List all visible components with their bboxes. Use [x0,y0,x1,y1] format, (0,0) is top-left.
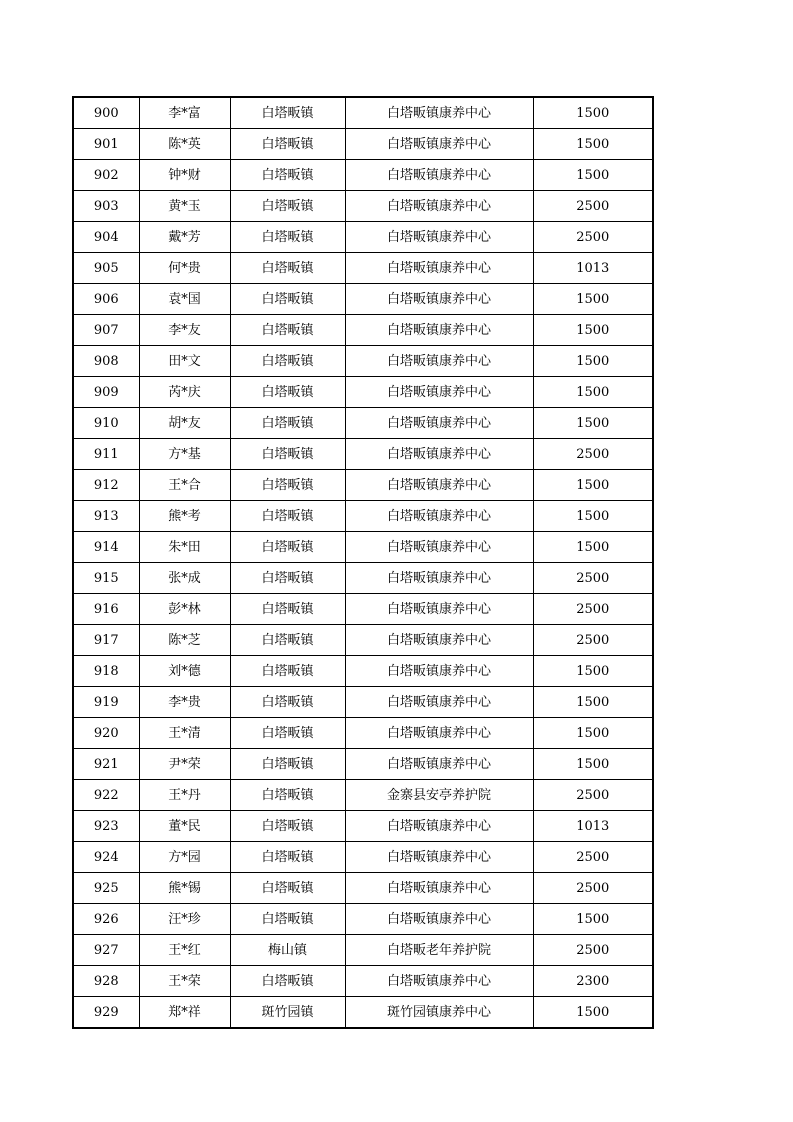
amount-cell: 1500 [533,904,653,935]
institution-cell: 白塔畈镇康养中心 [345,97,533,129]
table-row [73,687,653,718]
town-cell: 白塔畈镇 [230,501,345,532]
amount-cell: 1500 [533,718,653,749]
table-row [73,656,653,687]
town-cell: 白塔畈镇 [230,532,345,563]
amount-cell: 1500 [533,160,653,191]
institution-cell: 白塔畈镇康养中心 [345,346,533,377]
institution-cell: 白塔畈镇康养中心 [345,253,533,284]
institution-cell: 白塔畈镇康养中心 [345,470,533,501]
name-cell: 王*清 [139,718,230,749]
row-number-cell: 928 [73,966,139,997]
table-row [73,997,653,1029]
institution-cell: 白塔畈镇康养中心 [345,377,533,408]
name-cell: 方*园 [139,842,230,873]
institution-cell: 白塔畈镇康养中心 [345,563,533,594]
name-cell: 戴*芳 [139,222,230,253]
town-cell: 白塔畈镇 [230,346,345,377]
name-cell: 朱*田 [139,532,230,563]
amount-cell: 1500 [533,377,653,408]
row-number-cell: 912 [73,470,139,501]
table-row [73,284,653,315]
name-cell: 田*文 [139,346,230,377]
table-row [73,315,653,346]
town-cell: 白塔畈镇 [230,966,345,997]
row-number-cell: 915 [73,563,139,594]
name-cell: 尹*荣 [139,749,230,780]
name-cell: 何*贵 [139,253,230,284]
town-cell: 白塔畈镇 [230,439,345,470]
name-cell: 陈*芝 [139,625,230,656]
institution-cell: 白塔畈镇康养中心 [345,718,533,749]
amount-cell: 1013 [533,253,653,284]
amount-cell: 1500 [533,408,653,439]
table-row [73,594,653,625]
amount-cell: 1500 [533,532,653,563]
institution-cell: 白塔畈老年养护院 [345,935,533,966]
row-number-cell: 916 [73,594,139,625]
table-row [73,501,653,532]
town-cell: 白塔畈镇 [230,160,345,191]
town-cell: 斑竹园镇 [230,997,345,1029]
name-cell: 张*成 [139,563,230,594]
row-number-cell: 900 [73,97,139,129]
town-cell: 白塔畈镇 [230,470,345,501]
table-row [73,222,653,253]
row-number-cell: 902 [73,160,139,191]
name-cell: 熊*考 [139,501,230,532]
amount-cell: 2500 [533,780,653,811]
row-number-cell: 920 [73,718,139,749]
amount-cell: 2500 [533,191,653,222]
town-cell: 白塔畈镇 [230,842,345,873]
institution-cell: 白塔畈镇康养中心 [345,501,533,532]
institution-cell: 白塔畈镇康养中心 [345,749,533,780]
amount-cell: 1013 [533,811,653,842]
institution-cell: 白塔畈镇康养中心 [345,625,533,656]
amount-cell: 2500 [533,873,653,904]
town-cell: 白塔畈镇 [230,284,345,315]
table-row [73,935,653,966]
institution-cell: 白塔畈镇康养中心 [345,408,533,439]
table-row [73,408,653,439]
town-cell: 白塔畈镇 [230,594,345,625]
table-row [73,966,653,997]
row-number-cell: 929 [73,997,139,1029]
table-row [73,346,653,377]
row-number-cell: 907 [73,315,139,346]
row-number-cell: 906 [73,284,139,315]
row-number-cell: 923 [73,811,139,842]
amount-cell: 1500 [533,749,653,780]
data-table [72,96,654,1029]
name-cell: 王*红 [139,935,230,966]
row-number-cell: 921 [73,749,139,780]
amount-cell: 1500 [533,97,653,129]
amount-cell: 2300 [533,966,653,997]
table-row [73,749,653,780]
table-row [73,842,653,873]
name-cell: 袁*国 [139,284,230,315]
institution-cell: 白塔畈镇康养中心 [345,873,533,904]
name-cell: 胡*友 [139,408,230,439]
name-cell: 方*基 [139,439,230,470]
table-body [73,97,653,1028]
institution-cell: 白塔畈镇康养中心 [345,687,533,718]
institution-cell: 白塔畈镇康养中心 [345,315,533,346]
name-cell: 黄*玉 [139,191,230,222]
town-cell: 白塔畈镇 [230,687,345,718]
town-cell: 白塔畈镇 [230,625,345,656]
row-number-cell: 911 [73,439,139,470]
name-cell: 李*贵 [139,687,230,718]
amount-cell: 1500 [533,997,653,1029]
row-number-cell: 905 [73,253,139,284]
institution-cell: 白塔畈镇康养中心 [345,904,533,935]
name-cell: 刘*德 [139,656,230,687]
name-cell: 王*丹 [139,780,230,811]
town-cell: 梅山镇 [230,935,345,966]
amount-cell: 2500 [533,935,653,966]
table-row [73,129,653,160]
name-cell: 陈*英 [139,129,230,160]
amount-cell: 2500 [533,625,653,656]
amount-cell: 2500 [533,222,653,253]
name-cell: 王*荣 [139,966,230,997]
row-number-cell: 908 [73,346,139,377]
table-row [73,873,653,904]
name-cell: 李*富 [139,97,230,129]
institution-cell: 白塔畈镇康养中心 [345,966,533,997]
town-cell: 白塔畈镇 [230,811,345,842]
institution-cell: 白塔畈镇康养中心 [345,284,533,315]
row-number-cell: 924 [73,842,139,873]
table-row [73,160,653,191]
town-cell: 白塔畈镇 [230,873,345,904]
name-cell: 熊*锡 [139,873,230,904]
row-number-cell: 917 [73,625,139,656]
name-cell: 王*合 [139,470,230,501]
institution-cell: 金寨县安亭养护院 [345,780,533,811]
town-cell: 白塔畈镇 [230,656,345,687]
town-cell: 白塔畈镇 [230,253,345,284]
institution-cell: 白塔畈镇康养中心 [345,842,533,873]
institution-cell: 白塔畈镇康养中心 [345,222,533,253]
table-row [73,253,653,284]
row-number-cell: 913 [73,501,139,532]
row-number-cell: 903 [73,191,139,222]
table-row [73,780,653,811]
town-cell: 白塔畈镇 [230,315,345,346]
row-number-cell: 925 [73,873,139,904]
town-cell: 白塔畈镇 [230,222,345,253]
row-number-cell: 904 [73,222,139,253]
institution-cell: 白塔畈镇康养中心 [345,191,533,222]
table-row [73,439,653,470]
amount-cell: 2500 [533,563,653,594]
town-cell: 白塔畈镇 [230,904,345,935]
town-cell: 白塔畈镇 [230,191,345,222]
row-number-cell: 901 [73,129,139,160]
amount-cell: 1500 [533,687,653,718]
amount-cell: 2500 [533,594,653,625]
table-row [73,470,653,501]
amount-cell: 1500 [533,501,653,532]
table-row [73,811,653,842]
amount-cell: 1500 [533,315,653,346]
amount-cell: 2500 [533,842,653,873]
table-row [73,532,653,563]
row-number-cell: 919 [73,687,139,718]
institution-cell: 白塔畈镇康养中心 [345,811,533,842]
row-number-cell: 910 [73,408,139,439]
table-row [73,625,653,656]
amount-cell: 1500 [533,129,653,160]
amount-cell: 1500 [533,346,653,377]
row-number-cell: 918 [73,656,139,687]
table-row [73,377,653,408]
name-cell: 郑*祥 [139,997,230,1029]
institution-cell: 白塔畈镇康养中心 [345,594,533,625]
institution-cell: 白塔畈镇康养中心 [345,439,533,470]
amount-cell: 1500 [533,284,653,315]
table-row [73,563,653,594]
institution-cell: 斑竹园镇康养中心 [345,997,533,1029]
name-cell: 钟*财 [139,160,230,191]
row-number-cell: 909 [73,377,139,408]
table-row [73,97,653,129]
amount-cell: 2500 [533,439,653,470]
table-row [73,718,653,749]
institution-cell: 白塔畈镇康养中心 [345,532,533,563]
amount-cell: 1500 [533,470,653,501]
institution-cell: 白塔畈镇康养中心 [345,129,533,160]
town-cell: 白塔畈镇 [230,563,345,594]
name-cell: 芮*庆 [139,377,230,408]
table-row [73,904,653,935]
row-number-cell: 922 [73,780,139,811]
town-cell: 白塔畈镇 [230,377,345,408]
name-cell: 董*民 [139,811,230,842]
town-cell: 白塔畈镇 [230,129,345,160]
row-number-cell: 914 [73,532,139,563]
name-cell: 李*友 [139,315,230,346]
name-cell: 彭*林 [139,594,230,625]
row-number-cell: 926 [73,904,139,935]
institution-cell: 白塔畈镇康养中心 [345,656,533,687]
town-cell: 白塔畈镇 [230,97,345,129]
town-cell: 白塔畈镇 [230,408,345,439]
row-number-cell: 927 [73,935,139,966]
town-cell: 白塔畈镇 [230,718,345,749]
table-row [73,191,653,222]
name-cell: 汪*珍 [139,904,230,935]
amount-cell: 1500 [533,656,653,687]
town-cell: 白塔畈镇 [230,749,345,780]
town-cell: 白塔畈镇 [230,780,345,811]
institution-cell: 白塔畈镇康养中心 [345,160,533,191]
